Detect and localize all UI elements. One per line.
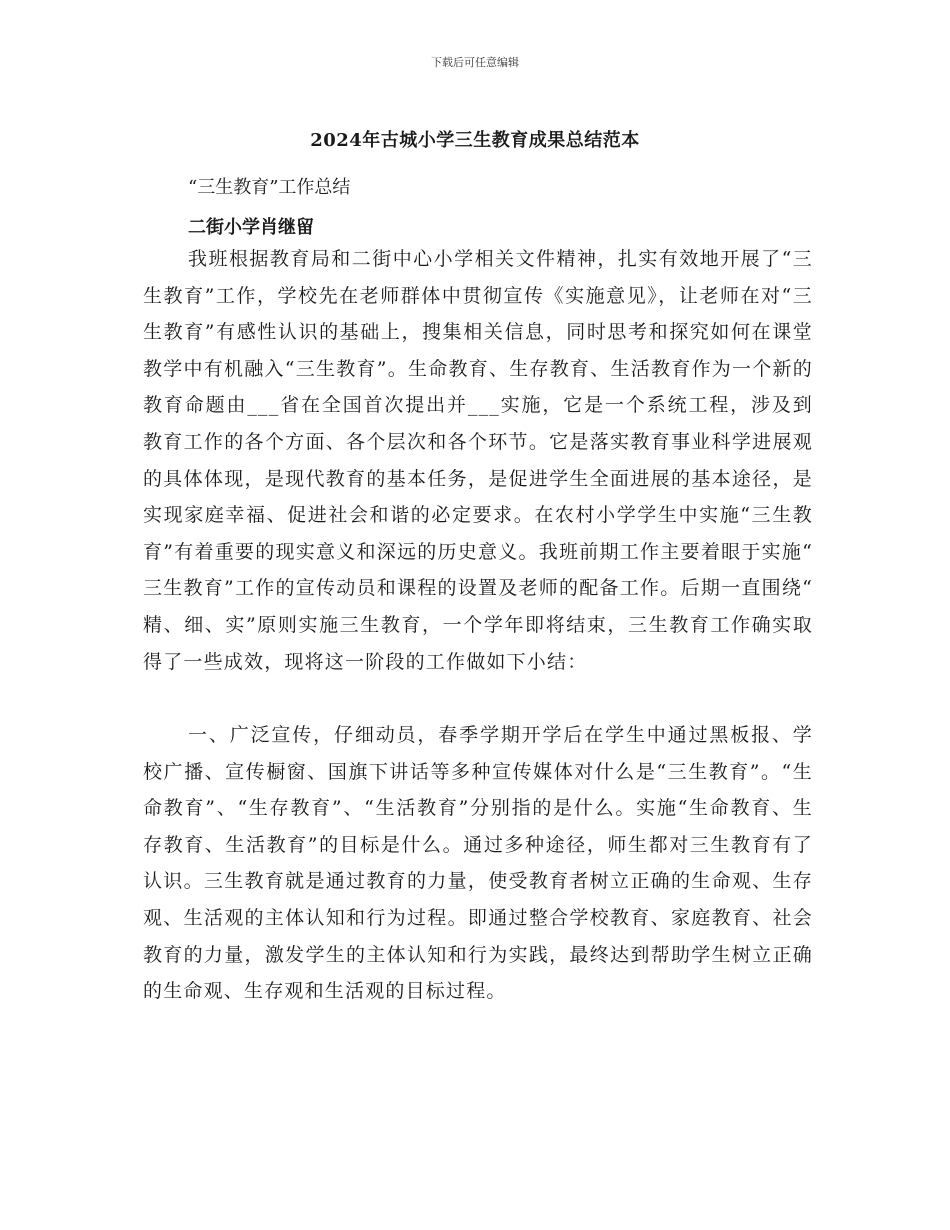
body-paragraph-1: 我班根据教育局和二街中心小学相关文件精神，扎实有效地开展了“三生教育”工作，学校先在老师群体中贯彻宣传《实施意见》，让老师在对“三生教育”有感性认识的基础上，搜集相关信息，同时思考和探究如何在课堂教学中有机融入“三生教育”。生命教育、生存教育、生活教育作为一个新的教育命题由___省在全国首次提出并___实施，它是一个系统工程，涉及到教育工作的各个方面、各个层次和各个环节。它是落实教育事业科学进展观的具体体现，是现代教育的基本任务，是促进学生全面进展的基本途径，是实现家庭幸福、促进社会和谐的必定要求。在农村小学学生中实施“三生教育”有着重要的现实意义和深远的历史意义。我班前期工作主要着眼于实施“三生教育”工作的宣传动员和课程的设置及老师的配备工作。后期一直围绕“精、细、实”原则实施三生教育，一个学年即将结束，三生教育工作确实取得了一些成效，现将这一阶段的工作做如下小结： bbox=[143, 248, 813, 673]
document-author: 二街小学肖继留 bbox=[188, 217, 314, 238]
header-note: 下载后可任意编辑 bbox=[431, 56, 519, 69]
body-paragraph-2: 一、广泛宣传，仔细动员，春季学期开学后在学生中通过黑板报、学校广播、宣传橱窗、国旗下讲话等多种宣传媒体对什么是“三生教育”。“生命教育”、“生存教育”、“生活教育”分别指的是什么。实施“生命教育、生存教育、生活教育”的目标是什么。通过多种途径，师生都对三生教育有了认识。三生教育就是通过教育的力量，使受教育者树立正确的生命观、生存观、生活观的主体认知和行为过程。即通过整合学校教育、家庭教育、社会教育的力量，激发学生的主体认知和行为实践，最终达到帮助学生树立正确的生命观、生存观和生活观的目标过程。 bbox=[143, 724, 813, 1003]
document-title: 2024年古城小学三生教育成果总结范本 bbox=[310, 130, 640, 151]
document-subtitle: “三生教育”工作总结 bbox=[188, 177, 351, 198]
